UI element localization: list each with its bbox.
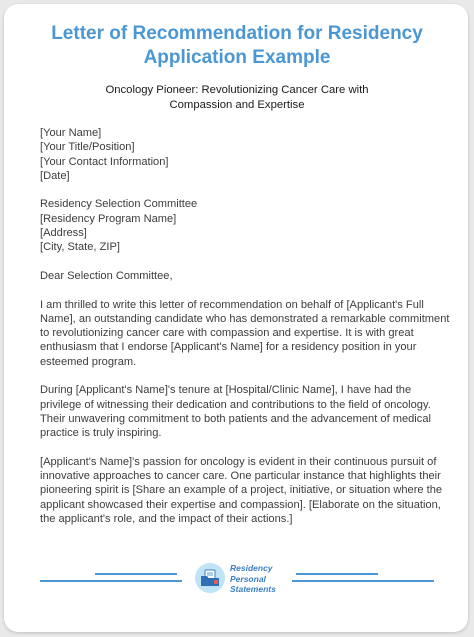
footer-divider-left-bottom: [40, 580, 182, 582]
logo-wordmark: [230, 563, 276, 595]
subtitle-line: Compassion and Expertise: [169, 98, 305, 111]
paragraph-2: [40, 383, 440, 440]
paragraph-line: pioneering spirit is [Share an example of a project, initiative, or situation where the: [40, 484, 443, 497]
paragraph-line: to revolutionizing cancer care with compassion and expertise. It is with great: [40, 327, 414, 340]
salutation: [40, 269, 440, 283]
logo-badge: [195, 563, 225, 593]
paragraph-line: innovative approaches to cancer care. One particular instance that highlights their: [40, 470, 441, 483]
paragraph-line: privilege of witnessing their dedication and contributions to the field of oncology.: [40, 398, 431, 411]
paragraph-line: Their unwavering commitment to both patients and the advancement of medical: [40, 412, 431, 425]
recipient-line: [City, State, ZIP]: [40, 241, 120, 254]
logo-line: Residency: [230, 563, 273, 573]
paragraph-line: During [Applicant's Name]'s tenure at [Hospital/Clinic Name], I have had the: [40, 384, 412, 397]
sender-line: [Date]: [40, 169, 70, 182]
paragraph-3: [40, 455, 443, 526]
title-line: Letter of Recommendation for Residency: [51, 23, 423, 44]
logo-line: Statements: [230, 584, 276, 594]
footer-divider-right-top: [296, 573, 378, 575]
paragraph-line: applicant showcased their expertise and compassion]. [Elaborate on the situation,: [40, 498, 441, 511]
recipient-block: [40, 197, 440, 254]
recipient-line: [Residency Program Name]: [40, 212, 177, 225]
sender-block: [40, 126, 440, 183]
sender-line: [Your Name]: [40, 127, 102, 139]
footer-divider-right-bottom: [292, 580, 434, 582]
paragraph-line: I am thrilled to write this letter of recommendation on behalf of [Applicant's Full: [40, 298, 424, 311]
recipient-line: [Address]: [40, 227, 87, 240]
sender-line: [Your Title/Position]: [40, 141, 135, 154]
paragraph-line: esteemed program.: [40, 355, 137, 368]
paragraph-line: the applicant's role, and the impact of their actions.]: [40, 513, 293, 526]
paragraph-line: enthusiasm that I endorse [Applicant's Name] for a residency position in your: [40, 341, 417, 354]
recipient-line: Residency Selection Committee: [40, 198, 198, 211]
footer-divider-left-top: [95, 573, 177, 575]
paragraph-1: [40, 298, 450, 369]
paragraph-line: [Applicant's Name]'s passion for oncology is evident in their continuous pursuit of: [40, 455, 437, 468]
sender-line: [Your Contact Information]: [40, 155, 169, 168]
subtitle-line: Oncology Pioneer: Revolutionizing Cancer Care with: [105, 84, 369, 96]
folder-document-icon: [200, 569, 220, 587]
salutation-line: Dear Selection Committee,: [40, 269, 173, 282]
title-line: Application Example: [143, 47, 331, 68]
page-subtitle: [0, 83, 474, 112]
page-title: [0, 22, 474, 70]
letter-body: [40, 126, 450, 526]
logo-line: Personal: [230, 573, 266, 584]
paragraph-line: practice is truly inspiring.: [40, 427, 162, 440]
paragraph-line: Name], an outstanding candidate who has demonstrated a remarkable commitment: [40, 312, 450, 325]
